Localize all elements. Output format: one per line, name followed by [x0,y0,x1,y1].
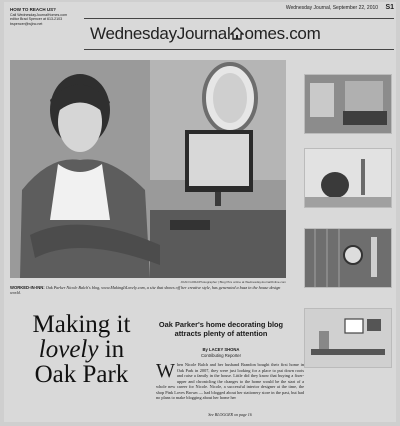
contact-line: bspencer@wjinc.net [10,21,43,26]
caption-text: Oak Parker Nicole Balch's blog, www.MakingItLovely.com, a site that shows off her creative style, has generated a buzz in the house design world. [10,285,281,296]
contact-heading: HOW TO REACH US? [10,7,56,12]
folio [244,4,394,11]
thumbnail-photo [304,74,392,134]
thumbnail-decor [305,229,391,287]
thumbnail-desk [305,309,391,367]
main-photo [10,60,286,278]
newspaper-page [4,2,396,422]
jump-line[interactable]: See BLOGGER on page 16 [208,412,252,417]
contact-line: editor Brad Spencer at 613-2103 [10,17,63,22]
brand-right: omes.com [244,24,321,43]
house-icon [230,27,244,40]
dropcap: W [156,360,175,382]
article-body [156,362,304,401]
headline-emphasis: lovely [38,336,99,363]
thumbnail-photo [304,228,392,288]
brand-left: WednesdayJournal [90,24,231,43]
thumbnail-living-room [305,75,391,133]
byline [156,347,286,358]
byline-role: Contributing Reporter [200,352,242,358]
brand-logo [90,24,320,44]
caption-tag: WORKED-IN-INN: [10,285,45,290]
headline-word: in [104,336,125,363]
photo-credit: JOAN GORA/Photographer | Blog Pics online at WednesdayJournalOnline.com [180,280,286,284]
publication-date: Wednesday Journal, September 22, 2010 [285,5,379,11]
headline [14,312,149,387]
deck: Oak Parker's home decorating blog attracts plenty of attention [158,320,284,338]
byline-name: By LACEY SHONA [202,347,240,352]
thumbnail-photo [304,308,392,368]
thumbnail-vase [305,149,391,207]
headline-line [14,337,149,362]
photo-caption [10,285,286,295]
contact-box [10,8,80,26]
masthead [84,18,394,50]
thumbnail-photo [304,148,392,208]
page-number: S1 [385,4,394,11]
article-text: hen Nicole Balch and her husband Brandon bought their first home in Oak Park in 2007, they were just looking for a place to put down roots and raise a family in the house. Little did they know that buying a fixer-upper and chronicling the changes to the home would be the start of a whole new career for Nicole. Nicole, a successful interior designer at the time, the shop Pink Loves Brown — had blogged about her stationery store in the past, but had no plans to make blogging about her home her [156,362,304,400]
headline-line: Oak Park [34,361,129,388]
headline-line: Making it [32,311,131,338]
portrait-illustration [10,60,286,278]
contact-line: Call WednesdayJournalHomes.com [10,12,68,17]
